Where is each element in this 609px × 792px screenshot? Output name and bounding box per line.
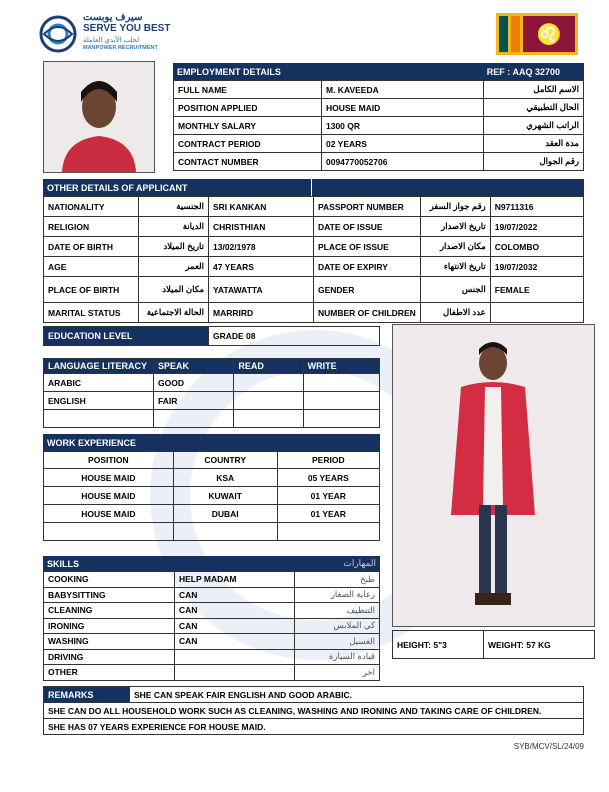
skill-value (175, 649, 295, 665)
employment-row (174, 99, 584, 117)
work-cell: KUWAIT (173, 487, 277, 505)
work-cell (44, 523, 174, 541)
skills-title-arabic: المهارات (343, 558, 376, 568)
skill-value: HELP MADAM (175, 572, 295, 588)
work-row (44, 469, 380, 487)
skill-label-arabic: قيادة السيارة (295, 649, 380, 665)
other-label-2-arabic: رقم جواز السفر (420, 197, 490, 217)
skill-row (44, 603, 380, 619)
work-experience-table (43, 451, 380, 541)
employment-value: 1300 QR (322, 117, 484, 135)
other-value: 13/02/1978 (209, 237, 314, 257)
other-label-2: PLACE OF ISSUE (314, 237, 421, 257)
other-label-2-arabic: عدد الاطفال (420, 303, 490, 323)
language-cell (154, 410, 234, 428)
skill-label: WASHING (44, 634, 175, 650)
company-logo (38, 12, 178, 57)
employment-label-arabic: الحال التطبيقي (484, 99, 584, 117)
other-label-2-arabic: تاريخ الانتهاء (420, 257, 490, 277)
other-value-2: FEMALE (490, 277, 583, 303)
employment-label: CONTACT NUMBER (174, 153, 322, 171)
other-label: AGE (44, 257, 139, 277)
employment-label: POSITION APPLIED (174, 99, 322, 117)
applicant-portrait-photo (43, 61, 155, 173)
work-cell: 05 YEARS (277, 469, 379, 487)
employment-details-header (173, 63, 584, 80)
other-label-2: DATE OF ISSUE (314, 217, 421, 237)
other-label-2-arabic: الجنس (420, 277, 490, 303)
language-cell (234, 410, 303, 428)
work-cell (277, 523, 379, 541)
language-header: SPEAK (154, 359, 234, 374)
other-value-2: N9711316 (490, 197, 583, 217)
work-cell: DUBAI (173, 505, 277, 523)
language-table (43, 358, 380, 428)
other-value: MARRIRD (209, 303, 314, 323)
skill-row (44, 587, 380, 603)
other-label-2: NUMBER OF CHILDREN (314, 303, 421, 323)
other-label-arabic: تاريخ الميلاد (139, 237, 209, 257)
skill-value: CAN (175, 603, 295, 619)
work-cell (173, 523, 277, 541)
other-label: RELIGION (44, 217, 139, 237)
other-label-arabic: العمر (139, 257, 209, 277)
education-label: EDUCATION LEVEL (44, 327, 209, 346)
remarks-line-3: SHE HAS 07 YEARS EXPERIENCE FOR HOUSE MAID. (44, 719, 584, 735)
language-row (44, 410, 380, 428)
remarks-title: REMARKS (44, 687, 130, 703)
other-label-arabic: الحالة الاجتماعية (139, 303, 209, 323)
other-label-2: GENDER (314, 277, 421, 303)
logo-name: SERVE YOU BEST (83, 23, 171, 34)
applicant-full-photo (392, 324, 595, 627)
other-details-row (44, 277, 584, 303)
skill-row (44, 665, 380, 681)
employment-row (174, 153, 584, 171)
work-row (44, 487, 380, 505)
skill-label: DRIVING (44, 649, 175, 665)
language-cell: ENGLISH (44, 392, 154, 410)
logo-icon (38, 14, 78, 54)
weight-value: WEIGHT: 57 KG (483, 631, 594, 659)
sri-lanka-flag-icon: ♌ (496, 13, 578, 55)
skill-value: CAN (175, 587, 295, 603)
skill-label: CLEANING (44, 603, 175, 619)
skill-value: CAN (175, 634, 295, 650)
skill-row (44, 572, 380, 588)
other-label-arabic: مكان الميلاد (139, 277, 209, 303)
measurements-table (392, 630, 595, 659)
other-label: MARITAL STATUS (44, 303, 139, 323)
work-header: POSITION (44, 452, 174, 469)
skill-row (44, 634, 380, 650)
other-label-2-arabic: مكان الاصدار (420, 237, 490, 257)
language-row (44, 374, 380, 392)
language-cell (303, 374, 379, 392)
other-value-2: 19/07/2032 (490, 257, 583, 277)
work-cell: 01 YEAR (277, 505, 379, 523)
other-details-header (43, 179, 584, 196)
language-header: WRITE (303, 359, 379, 374)
other-value-2 (490, 303, 583, 323)
employment-details-title: EMPLOYMENT DETAILS (177, 66, 281, 77)
employment-label: FULL NAME (174, 81, 322, 99)
other-label-arabic: الديانة (139, 217, 209, 237)
employment-details-table (173, 80, 584, 171)
language-header: LANGUAGE LITERACY (44, 359, 154, 374)
other-details-row (44, 197, 584, 217)
work-header-row (44, 452, 380, 469)
footer-code: SYB/MCV/SL/24/09 (513, 742, 584, 751)
language-cell (44, 410, 154, 428)
work-cell: KSA (173, 469, 277, 487)
language-cell: FAIR (154, 392, 234, 410)
language-header: READ (234, 359, 303, 374)
other-details-row (44, 237, 584, 257)
other-label-arabic: الجنسية (139, 197, 209, 217)
other-label-2: DATE OF EXPIRY (314, 257, 421, 277)
employment-label: MONTHLY SALARY (174, 117, 322, 135)
employment-row (174, 117, 584, 135)
reference-number: REF : AAQ 32700 (486, 66, 560, 77)
skill-label: BABYSITTING (44, 587, 175, 603)
other-details-row (44, 257, 584, 277)
skills-header (43, 556, 380, 571)
work-row (44, 505, 380, 523)
skill-label-arabic: الغسيل (295, 634, 380, 650)
remarks-table (43, 686, 584, 735)
language-cell (234, 374, 303, 392)
work-header: COUNTRY (173, 452, 277, 469)
skill-label-arabic: طبخ (295, 572, 380, 588)
language-header-row (44, 359, 380, 374)
employment-value: HOUSE MAID (322, 99, 484, 117)
skill-label: IRONING (44, 618, 175, 634)
skill-label-arabic: رعاية الصغار (295, 587, 380, 603)
skill-label-arabic: كي الملابس (295, 618, 380, 634)
other-label: DATE OF BIRTH (44, 237, 139, 257)
employment-label-arabic: مدة العقد (484, 135, 584, 153)
work-cell: 01 YEAR (277, 487, 379, 505)
height-value: HEIGHT: 5"3 (393, 631, 484, 659)
logo-arabic: سيرف يوبست (83, 12, 143, 23)
logo-sub: MANPOWER RECRUITMENT (83, 45, 158, 51)
language-row (44, 392, 380, 410)
other-label-2-arabic: تاريخ الاصدار (420, 217, 490, 237)
employment-row (174, 81, 584, 99)
skill-value: CAN (175, 618, 295, 634)
employment-label-arabic: الاسم الكامل (484, 81, 584, 99)
other-value-2: COLOMBO (490, 237, 583, 257)
language-cell (303, 410, 379, 428)
other-value: 47 YEARS (209, 257, 314, 277)
employment-value: M. KAVEEDA (322, 81, 484, 99)
work-cell: HOUSE MAID (44, 487, 174, 505)
skill-label-arabic: اخر (295, 665, 380, 681)
other-details-table (43, 196, 584, 323)
employment-label: CONTRACT PERIOD (174, 135, 322, 153)
remarks-line-2: SHE CAN DO ALL HOUSEHOLD WORK SUCH AS CLEANING, WASHING AND IRONING AND TAKING CARE OF CHILDREN. (44, 703, 584, 719)
work-experience-header (43, 434, 380, 451)
other-label: PLACE OF BIRTH (44, 277, 139, 303)
employment-label-arabic: رقم الجوال (484, 153, 584, 171)
skill-row (44, 618, 380, 634)
language-cell: GOOD (154, 374, 234, 392)
education-table (43, 326, 380, 346)
skill-label: OTHER (44, 665, 175, 681)
other-details-title: OTHER DETAILS OF APPLICANT (47, 182, 188, 193)
skill-label: COOKING (44, 572, 175, 588)
remarks-line-1: SHE CAN SPEAK FAIR ENGLISH AND GOOD ARABIC. (130, 687, 584, 703)
education-value: GRADE 08 (209, 327, 380, 346)
language-cell: ARABIC (44, 374, 154, 392)
employment-value: 02 YEARS (322, 135, 484, 153)
language-cell (234, 392, 303, 410)
other-value: CHRISTHIAN (209, 217, 314, 237)
skill-row (44, 649, 380, 665)
other-value: SRI KANKAN (209, 197, 314, 217)
skills-title: SKILLS (47, 558, 80, 569)
work-experience-title: WORK EXPERIENCE (47, 437, 137, 448)
other-details-row (44, 217, 584, 237)
employment-label-arabic: الراتب الشهري (484, 117, 584, 135)
work-cell: HOUSE MAID (44, 469, 174, 487)
other-label: NATIONALITY (44, 197, 139, 217)
other-details-row (44, 303, 584, 323)
language-cell (303, 392, 379, 410)
skill-label-arabic: التنظيف (295, 603, 380, 619)
work-row (44, 523, 380, 541)
skills-table (43, 571, 380, 681)
skill-value (175, 665, 295, 681)
employment-row (174, 135, 584, 153)
other-value-2: 19/07/2022 (490, 217, 583, 237)
work-header: PERIOD (277, 452, 379, 469)
employment-value: 0094770052706 (322, 153, 484, 171)
other-value: YATAWATTA (209, 277, 314, 303)
logo-arabic-sub: لجلب الأيدي العاملة (83, 37, 140, 44)
work-cell: HOUSE MAID (44, 505, 174, 523)
other-label-2: PASSPORT NUMBER (314, 197, 421, 217)
